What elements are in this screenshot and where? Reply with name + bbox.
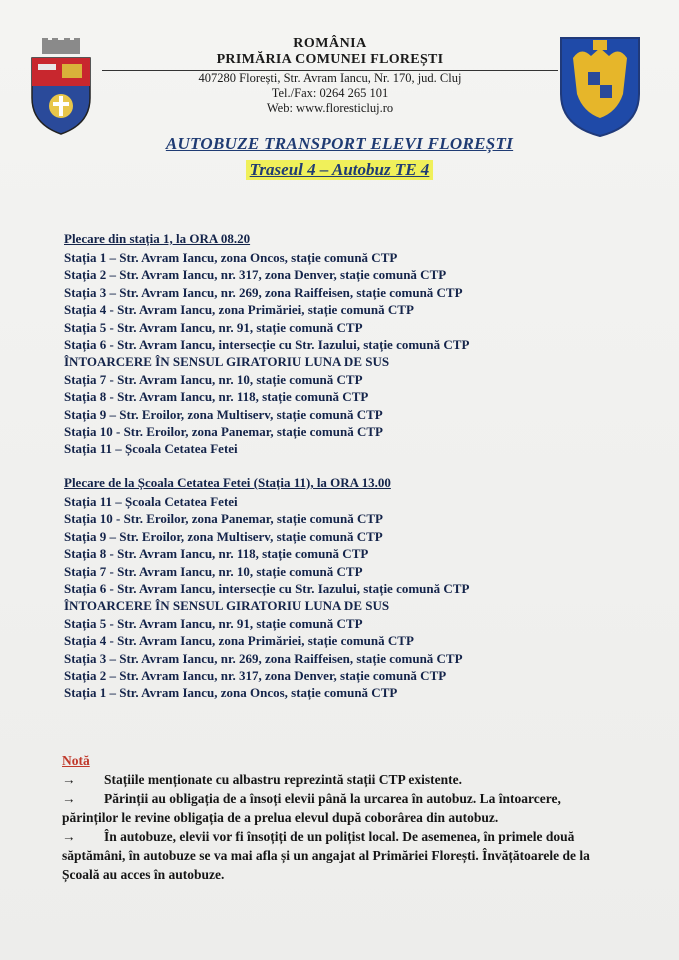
stop-row: Stația 3 – Str. Avram Iancu, nr. 269, zona Raiffeisen, stație comună CTP bbox=[64, 284, 463, 300]
outbound-heading: Plecare din stația 1, la ORA 08.20 bbox=[64, 231, 251, 246]
floresti-coat-of-arms-icon bbox=[28, 38, 94, 136]
stop-row: Stația 11 – Școala Cetatea Fetei bbox=[64, 441, 238, 457]
stop-row: Stația 6 - Str. Avram Iancu, intersecție cu Str. Iazului, stație comună CTP bbox=[64, 337, 470, 353]
institution-name: PRIMĂRIA COMUNEI FLOREȘTI bbox=[102, 52, 558, 71]
romania-coat-of-arms-icon bbox=[557, 34, 643, 138]
main-title: AUTOBUZE TRANSPORT ELEVI FLOREȘTI bbox=[165, 134, 514, 153]
arrow-icon: → bbox=[62, 829, 76, 844]
notes-heading: Notă bbox=[62, 753, 90, 768]
note-item bbox=[62, 770, 612, 789]
stop-row: Stația 1 – Str. Avram Iancu, zona Oncos, stație comună CTP bbox=[64, 250, 398, 265]
notes-section bbox=[62, 752, 612, 884]
institution-block bbox=[100, 36, 560, 116]
country-name: ROMÂNIA bbox=[293, 36, 367, 51]
stop-row: Stația 10 - Str. Eroilor, zona Panemar, stație comună CTP bbox=[64, 511, 383, 527]
note-text: Stațiile menționate cu albastru reprezintă stații CTP existente. bbox=[104, 772, 462, 787]
stop-row: Stația 9 – Str. Eroilor, zona Multiserv, stație comună CTP bbox=[64, 406, 383, 422]
stop-row: Stația 11 – Școala Cetatea Fetei bbox=[64, 494, 238, 509]
stop-row: Stația 9 – Str. Eroilor, zona Multiserv, stație comună CTP bbox=[64, 528, 383, 544]
turnaround-row: ÎNTOARCERE ÎN SENSUL GIRATORIU LUNA DE SUS bbox=[64, 598, 390, 614]
stop-row: Stația 2 – Str. Avram Iancu, nr. 317, zona Denver, stație comună CTP bbox=[64, 668, 447, 684]
address: 407280 Florești, Str. Avram Iancu, Nr. 170, jud. Cluj bbox=[198, 71, 462, 85]
stop-row: Stația 4 - Str. Avram Iancu, zona Primăriei, stație comună CTP bbox=[64, 302, 414, 318]
stop-row: Stația 5 - Str. Avram Iancu, nr. 91, stație comună CTP bbox=[64, 319, 363, 335]
turnaround-row: ÎNTOARCERE ÎN SENSUL GIRATORIU LUNA DE SUS bbox=[64, 354, 390, 370]
arrow-icon: → bbox=[62, 791, 76, 806]
stop-row: Stația 7 - Str. Avram Iancu, nr. 10, stație comună CTP bbox=[64, 371, 363, 387]
stop-row: Stația 3 – Str. Avram Iancu, nr. 269, zona Raiffeisen, stație comună CTP bbox=[64, 650, 463, 666]
stop-row: Stația 4 - Str. Avram Iancu, zona Primăriei, stație comună CTP bbox=[64, 633, 414, 649]
document-title bbox=[0, 134, 679, 180]
note-item bbox=[62, 827, 612, 884]
stop-row: Stația 5 - Str. Avram Iancu, nr. 91, stație comună CTP bbox=[64, 615, 363, 631]
stop-row: Stația 8 - Str. Avram Iancu, nr. 118, stație comună CTP bbox=[64, 546, 369, 562]
note-item bbox=[62, 789, 612, 827]
note-text: În autobuze, elevii vor fi însoțiți de un polițist local. De asemenea, în primele două săptămâni, în autobuze se va mai afla și un angajat al Primăriei Florești. Învățătoarele de la Școală au acces în autobuze. bbox=[62, 829, 590, 882]
outbound-route bbox=[64, 230, 654, 458]
note-text: Părinții au obligația de a însoți elevii până la urcarea în autobuz. La întoarcere, părinților le revine obligația de a prelua elevul după coborârea din autobuz. bbox=[62, 791, 561, 825]
phone: Tel./Fax: 0264 265 101 bbox=[271, 86, 389, 100]
stop-row: Stația 6 - Str. Avram Iancu, intersecție cu Str. Iazului, stație comună CTP bbox=[64, 581, 470, 597]
stop-row: Stația 8 - Str. Avram Iancu, nr. 118, stație comună CTP bbox=[64, 389, 369, 405]
stop-row: Stația 2 – Str. Avram Iancu, nr. 317, zona Denver, stație comună CTP bbox=[64, 267, 447, 283]
return-heading: Plecare de la Școala Cetatea Fetei (Stația 11), la ORA 13.00 bbox=[64, 475, 391, 490]
website: Web: www.floresticluj.ro bbox=[266, 101, 394, 115]
letterhead bbox=[0, 0, 679, 140]
arrow-icon: → bbox=[62, 772, 76, 787]
stop-row: Stația 7 - Str. Avram Iancu, nr. 10, stație comună CTP bbox=[64, 563, 363, 579]
stop-row: Stația 1 – Str. Avram Iancu, zona Oncos, stație comună CTP bbox=[64, 685, 398, 701]
stop-row: Stația 10 - Str. Eroilor, zona Panemar, stație comună CTP bbox=[64, 424, 383, 440]
route-title: Traseul 4 – Autobuz TE 4 bbox=[246, 160, 434, 180]
return-route bbox=[64, 474, 654, 702]
